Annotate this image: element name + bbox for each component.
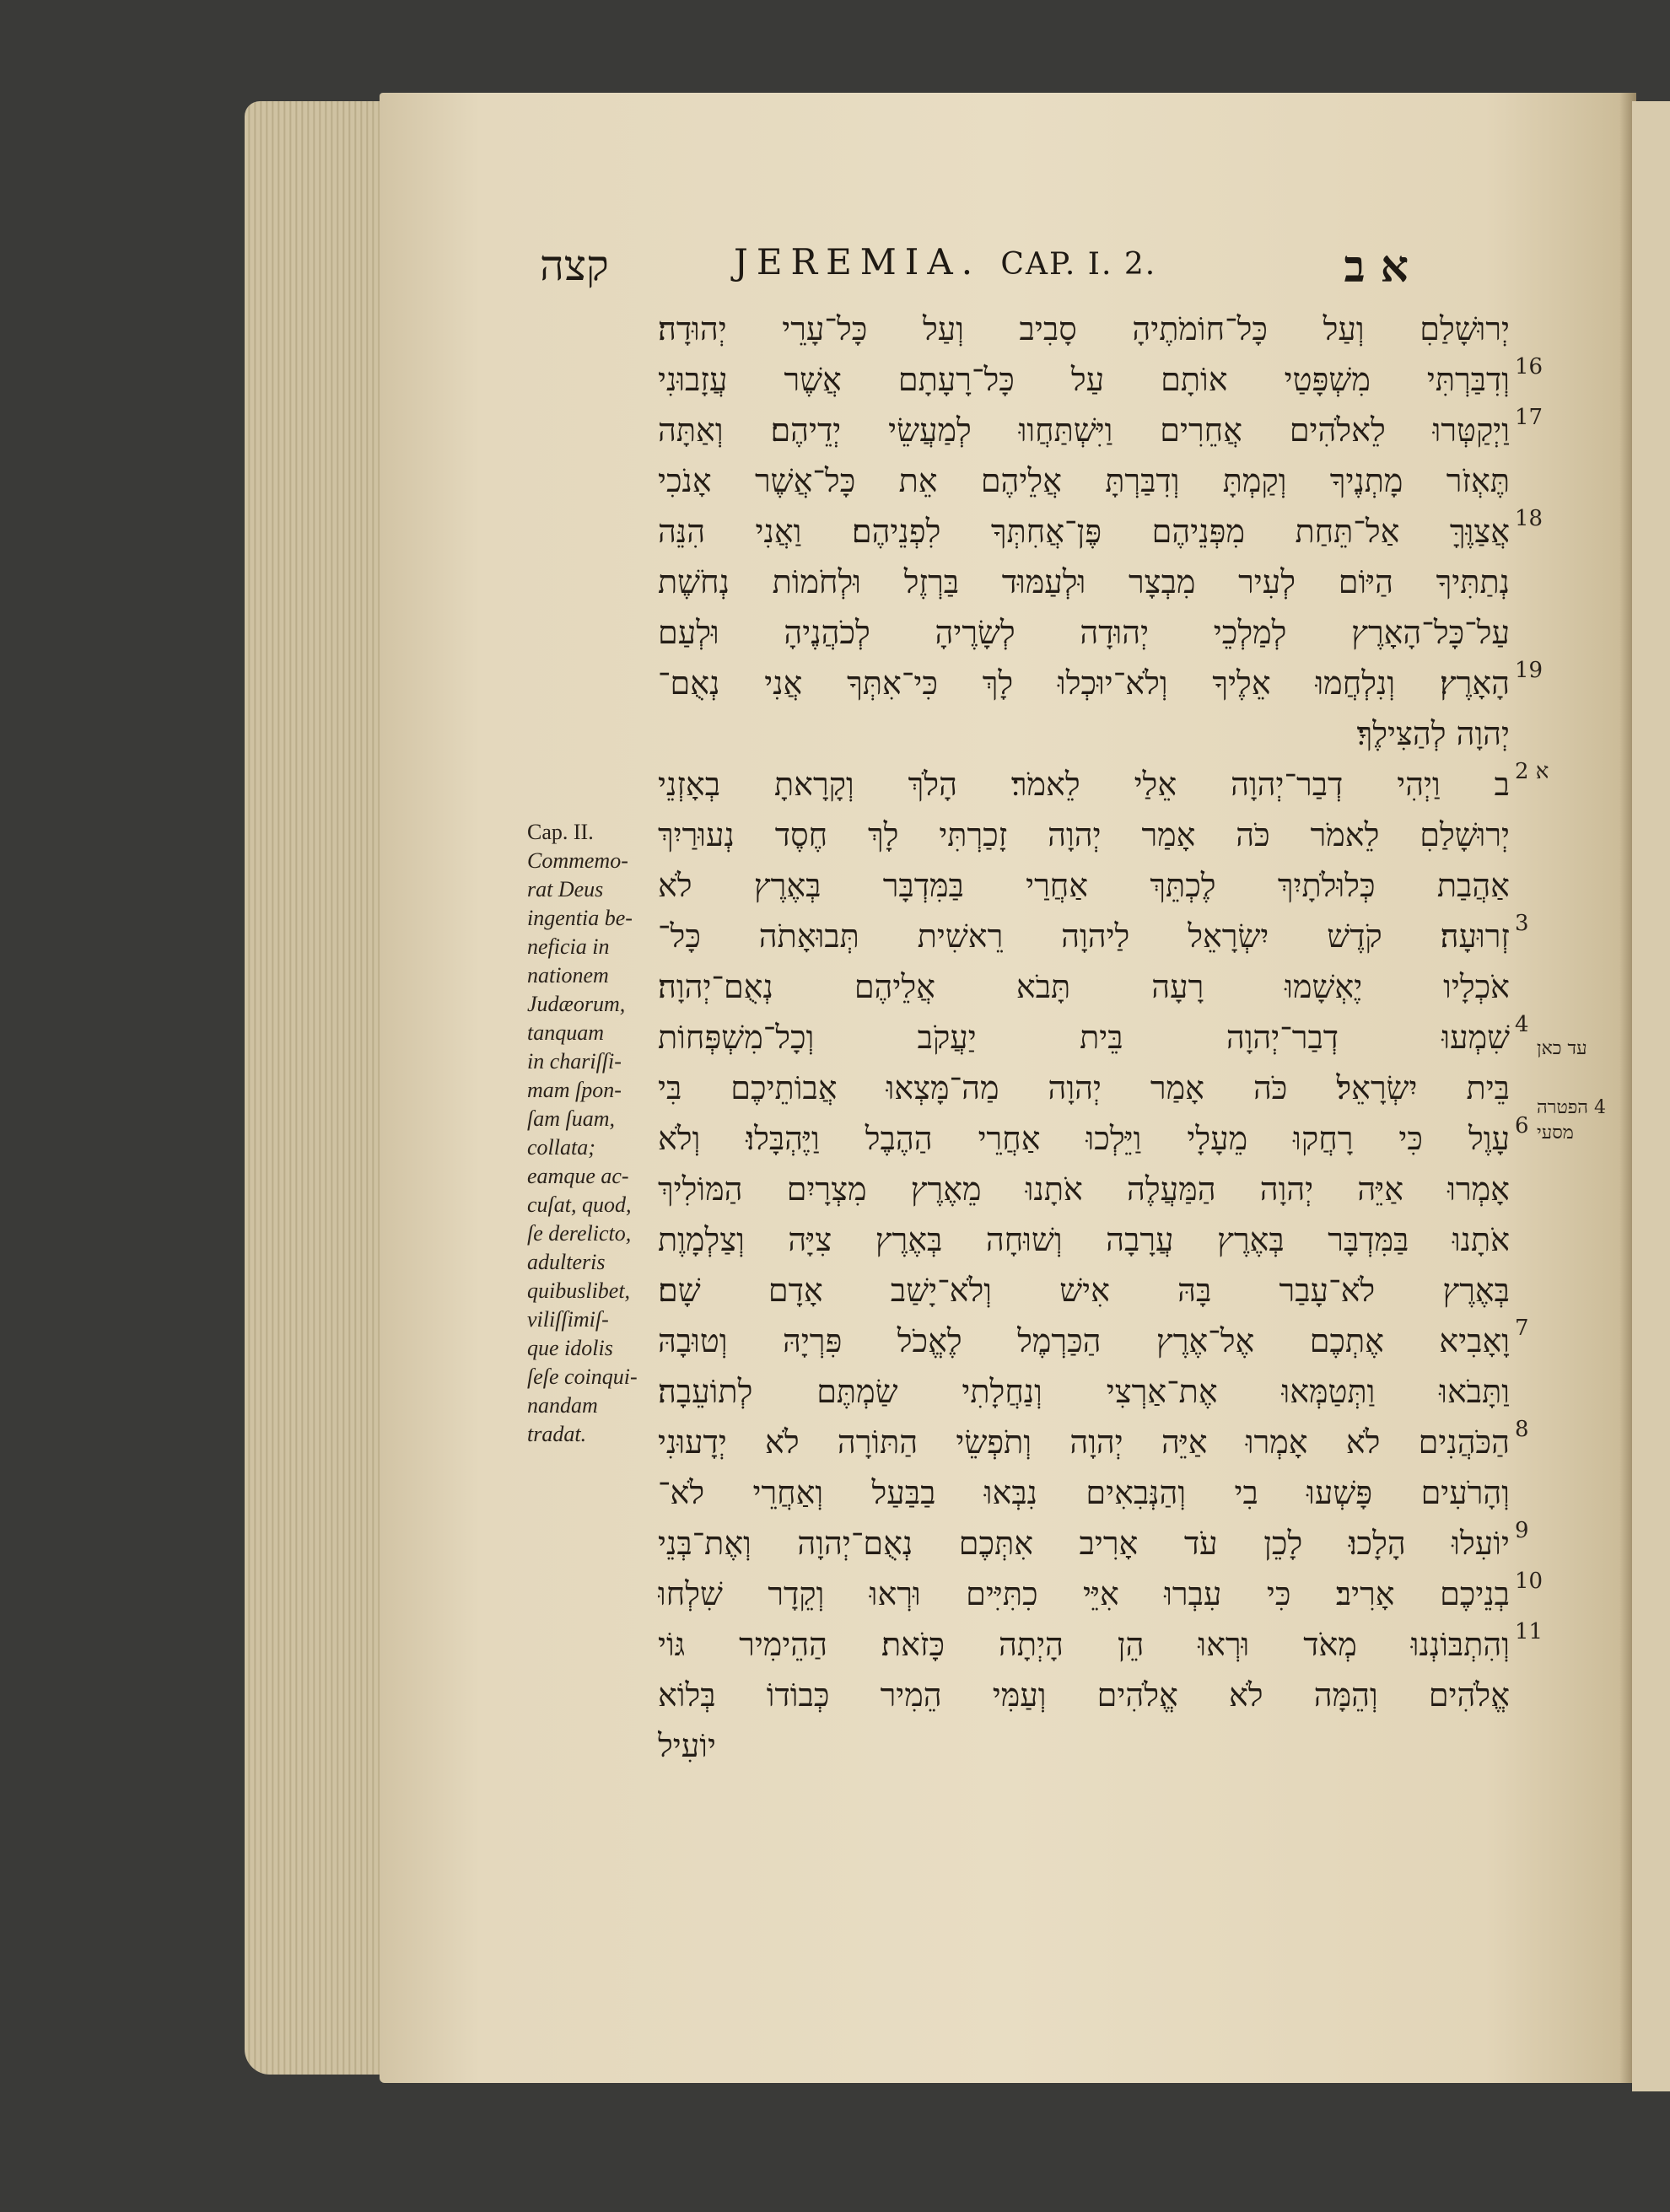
text-line: יְרוּשָׁלַםִ לֵאמֹר כֹּה אָמַר יְהוָה זָכַרְתִּי לָךְ חֶסֶד נְעוּרַיִךְ [658,816,1510,853]
hebrew-text-column [658,304,1510,1771]
text-line: עַל־כָּל־הָאָרֶץ לְמַלְכֵי יְהוּדָה לְשָׂרֶיהָ לְכֹהֲנֶיהָ וּלְעַם [658,614,1510,651]
verse-number: 18 [1515,506,1543,531]
gloss-line: neficia in [527,934,610,959]
gloss-line: eamque ac- [527,1164,629,1188]
gloss-heading: Cap. II. [527,820,594,844]
gloss-line: ſeſe coinqui- [527,1364,638,1389]
text-line: וְהִתְבּוֹנְנוּ מְאֹד וּרְאוּ הֵן הָיְתָה כָּזֹאת׃ הַהֵימִיר גּוֹי [658,1626,1510,1663]
text-line: וַיְקַטְּרוּ לֵאלֹהִים אֲחֵרִים וַיִּשְׁתַּחֲווּ לְמַעֲשֵׂי יְדֵיהֶם׃ וְאַתָּה [658,412,1510,449]
text-line: אֹתָנוּ בַּמִּדְבָּר בְּאֶרֶץ עֲרָבָה וְשׁוּחָה בְּאֶרֶץ צִיָּה וְצַלְמָוֶת [658,1221,1510,1258]
text-line: וָאָבִיא אֶתְכֶם אֶל־אֶרֶץ הַכַּרְמֶל לֶאֱכֹל פִּרְיָהּ וְטוּבָהּ [658,1322,1510,1359]
text-line: שִׁמְעוּ דְבַר־יְהוָה בֵּית יַעֲקֹב וְכָל־מִשְׁפְּחוֹת [658,1019,1510,1056]
gloss-line: mam ſpon- [527,1078,622,1102]
gloss-line: nationem [527,963,609,988]
margin-note-massei: מסעי [1537,1122,1574,1144]
verse-number: 6 [1515,1113,1529,1138]
gloss-line: rat Deus [527,877,604,901]
text-line: אֹכְלָיו יֶאְשָׁמוּ רָעָה תָּבֹא אֲלֵיהֶם נְאֻם־יְהוָה׃ [658,968,1510,1005]
text-line: בְּאֶרֶץ לֹא־עָבַר בָּהּ אִישׁ וְלֹא־יָשַׁב אָדָם שָׁם׃ [658,1272,1510,1309]
text-line: אָמְרוּ אַיֵּה יְהוָה הַמַּעֲלֶה אֹתָנוּ מֵאֶרֶץ מִצְרָיִם הַמּוֹלִיךְ [658,1171,1510,1208]
chapter-reference: CAP. I. 2. [1000,247,1157,282]
gloss-line: que idolis [527,1336,613,1360]
gloss-line: ingentia be- [527,906,633,930]
verse-number: 3 [1515,911,1529,936]
gloss-line: adulteris [527,1250,606,1274]
folio-number: קצה [540,241,609,290]
text-line: בֵּית יִשְׂרָאֵל׃ כֹּה אָמַר יְהוָה מַה־מָּצְאוּ אֲבוֹתֵיכֶם בִּי [658,1069,1510,1106]
verse-number: 9 [1515,1518,1529,1543]
gloss-line: ſam ſuam, [527,1106,615,1131]
verse-number: 17 [1515,405,1543,430]
text-line: ב וַיְהִי דְבַר־יְהוָה אֵלַי לֵאמֹר׃ הָלֹךְ וְקָרָאתָ בְאָזְנֵי [658,766,1510,803]
text-line: וְהָרֹעִים פָּשְׁעוּ בִי וְהַנְּבִאִים נִבְּאוּ בַבַּעַל וְאַחֲרֵי לֹא־ [658,1474,1510,1511]
gloss-line: Judæorum, [527,992,626,1016]
text-line: הַכֹּהֲנִים לֹא אָמְרוּ אַיֵּה יְהוָה וְתֹפְשֵׂי הַתּוֹרָה לֹא יְדָעוּנִי [658,1424,1510,1461]
text-line: נְתַתִּיךָ הַיּוֹם לְעִיר מִבְצָר וּלְעַמּוּד בַּרְזֶל וּלְחֹמוֹת נְחֹשֶׁת [658,563,1510,600]
gloss-line: nandam [527,1393,598,1418]
gloss-line: tanquam [527,1020,604,1045]
text-line: עָוֶל כִּי רָחֲקוּ מֵעָלָי וַיֵּלְכוּ אַחֲרֵי הַהֶבֶל וַיֶּהְבָּלוּ׃ וְלֹא [658,1120,1510,1157]
facing-page-edge [1632,101,1670,2091]
running-title [734,241,1324,292]
verse-number: 10 [1515,1569,1543,1594]
verse-number: 19 [1515,658,1543,683]
gloss-line: in chariſſi- [527,1049,622,1074]
verse-number: 11 [1515,1619,1543,1644]
text-line: יוֹעִלוּ הָלָכוּ׃ לָכֵן עֹד אָרִיב אִתְּכֶם נְאֻם־יְהוָה וְאֶת־בְּנֵי [658,1525,1510,1562]
margin-note-end-marker: עד כאן [1537,1038,1587,1059]
gloss-line: quibuslibet, [527,1278,631,1303]
text-line: אֱלֹהִים וְהֵמָּה לֹא אֱלֹהִים וְעַמִּי הֵמִיר כְּבוֹדוֹ בְּלוֹא [658,1676,1510,1714]
gloss-line: viliſſimiſ- [527,1307,609,1332]
gloss-line: cuſat, quod, [527,1192,632,1217]
gloss-line: Commemo- [527,848,628,873]
text-line: יְהוָה לְהַצִּילֶךָ׃ [1356,715,1510,752]
catchword: יוֹעִיל [658,1727,716,1764]
hebrew-chapter-marks: א ב [1344,241,1409,293]
page-edges [245,101,396,2075]
text-line: אַהֲבַת כְּלוּלֹתָיִךְ לֶכְתֵּךְ אַחֲרַי בַּמִּדְבָּר בְּאֶרֶץ לֹא [658,867,1510,904]
text-line: וַתָּבֹאוּ וַתְּטַמְּאוּ אֶת־אַרְצִי וְנַחֲלָתִי שַׂמְתֶּם לְתוֹעֵבָה׃ [658,1373,1510,1410]
text-line: תֶּאְזֹר מָתְנֶיךָ וְקַמְתָּ וְדִבַּרְתָּ אֲלֵיהֶם אֵת כָּל־אֲשֶׁר אָנֹכִי [658,462,1510,499]
gloss-line: ſe derelicto, [527,1221,632,1246]
verse-number: 4 [1515,1012,1529,1037]
text-line: בְנֵיכֶם אָרִיב׃ כִּי עִבְרוּ אִיֵּי כִתִּיִּים וּרְאוּ וְקֵדָר שִׁלְחוּ [658,1575,1510,1612]
margin-note-haftarah: 4 הפטרה [1537,1097,1606,1118]
book-title: JEREMIA. [734,241,982,283]
verse-number: 16 [1515,354,1543,379]
text-line: זְרוּעָה׃ קֹדֶשׁ יִשְׂרָאֵל לַיהוָה רֵאשִׁית תְּבוּאָתֹה כָּל־ [658,918,1510,955]
text-line: הָאָרֶץ׃ וְנִלְחֲמוּ אֵלֶיךָ וְלֹא־יוּכְלוּ לָךְ כִּי־אִתְּךָ אֲנִי נְאֻם־ [658,665,1510,702]
verse-number: 7 [1515,1316,1529,1341]
gloss-line: collata; [527,1135,595,1160]
text-line: אֲצַוֶּךָּ אַל־תֵּחַת מִפְּנֵיהֶם פֶּן־אֲחִתְּךָ לִפְנֵיהֶם׃ וַאֲנִי הִנֵּה [658,513,1510,550]
verse-number: 8 [1515,1417,1529,1442]
text-line: וְדִבַּרְתִּי מִשְׁפָּטַי אוֹתָם עַל כָּל־רָעָתָם אֲשֶׁר עֲזָבוּנִי [658,361,1510,398]
text-line: יְרוּשָׁלַםִ וְעַל כָּל־חוֹמֹתֶיהָ סָבִיב וְעַל כָּל־עָרֵי יְהוּדָה׃ [658,310,1510,347]
gloss-line: tradat. [527,1422,587,1446]
latin-marginal-gloss [527,818,654,1449]
verse-number: א 2 [1515,759,1549,784]
